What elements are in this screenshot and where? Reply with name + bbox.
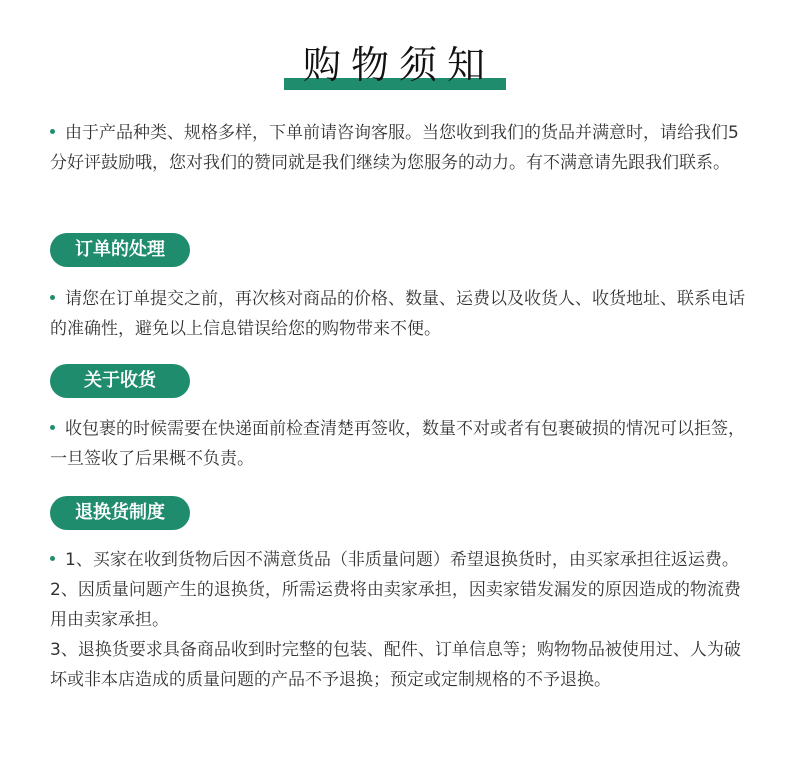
- receiving-text: 收包裹的时候需要在快递面前检查清楚再签收，数量不对或者有包裹破损的情况可以拒签，一旦签收了后果概不负责。: [50, 419, 745, 469]
- order-text: 请您在订单提交之前，再次核对商品的价格、数量、运费以及收货人、收货地址、联系电话的准确性，避免以上信息错误给您的购物带来不便。: [50, 289, 745, 339]
- bullet-dot-icon: [50, 556, 55, 561]
- order-paragraph: [50, 284, 750, 344]
- bullet-dot-icon: [50, 129, 55, 134]
- returns-item: 1、买家在收到货物后因不满意货品（非质量问题）希望退换货时，由买家承担往返运费。: [50, 545, 750, 575]
- section-heading-order: 订单的处理: [50, 233, 190, 267]
- page-title: 购物须知: [302, 43, 495, 87]
- returns-list: [50, 545, 750, 695]
- intro-text: 由于产品种类、规格多样，下单前请咨询客服。当您收到我们的货品并满意时，请给我们5分好评鼓励哦，您对我们的赞同就是我们继续为您服务的动力。有不满意请先跟我们联系。: [50, 123, 739, 173]
- intro-paragraph: [50, 118, 750, 178]
- receiving-paragraph: [50, 414, 750, 474]
- section-heading-receiving: 关于收货: [50, 364, 190, 398]
- returns-item: 3、退换货要求具备商品收到时完整的包装、配件、订单信息等；购物物品被使用过、人为破坏或非本店造成的质量问题的产品不予退换；预定或定制规格的不予退换。: [50, 640, 741, 690]
- bullet-dot-icon: [50, 295, 55, 300]
- bullet-dot-icon: [50, 425, 55, 430]
- returns-item: 2、因质量问题产生的退换货，所需运费将由卖家承担，因卖家错发漏发的原因造成的物流费用由卖家承担。: [50, 580, 741, 630]
- title-block: [0, 40, 790, 100]
- section-heading-returns: 退换货制度: [50, 496, 190, 530]
